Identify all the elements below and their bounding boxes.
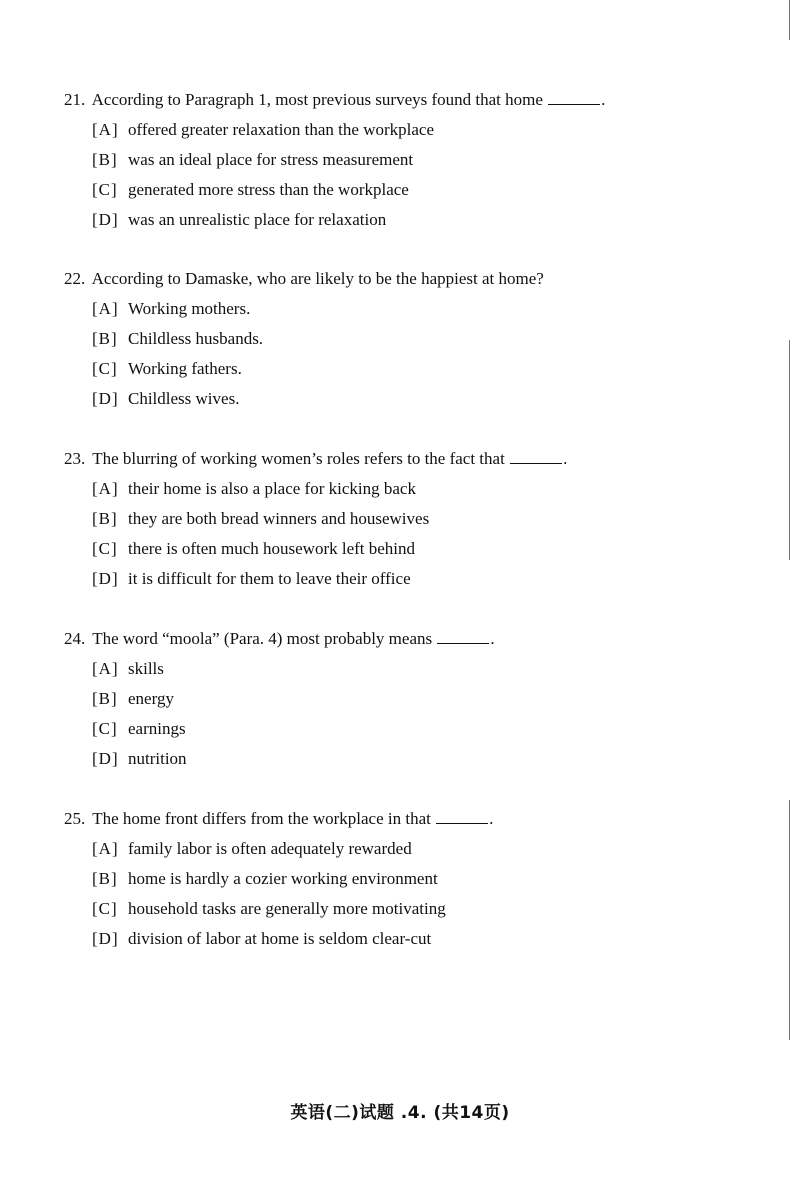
question-text-end: . bbox=[563, 449, 568, 468]
answer-blank bbox=[436, 809, 488, 824]
option-b bbox=[64, 509, 724, 539]
option-b bbox=[64, 869, 724, 899]
option-text: earnings bbox=[128, 719, 186, 738]
option-text: they are both bread winners and housewives bbox=[128, 509, 430, 528]
answer-blank bbox=[437, 629, 489, 644]
option-letter: [A] bbox=[92, 120, 119, 139]
option-letter: [B] bbox=[92, 689, 118, 708]
question-number: 23. bbox=[64, 449, 86, 468]
option-letter: [C] bbox=[92, 359, 118, 378]
option-text: home is hardly a cozier working environment bbox=[128, 869, 438, 888]
question-number: 21. bbox=[64, 90, 86, 109]
option-letter: [A] bbox=[92, 479, 119, 498]
question-stem bbox=[64, 90, 724, 120]
option-letter: [A] bbox=[92, 299, 119, 318]
question-number: 25. bbox=[64, 809, 86, 828]
option-b bbox=[64, 689, 724, 719]
option-text: it is difficult for them to leave their office bbox=[128, 569, 411, 588]
option-letter: [D] bbox=[92, 569, 119, 588]
page-footer: 英语(二)试题 .4. (共14页) bbox=[290, 1103, 510, 1123]
option-text: their home is also a place for kicking back bbox=[128, 479, 416, 498]
option-letter: [C] bbox=[92, 539, 118, 558]
option-c bbox=[64, 539, 724, 569]
option-d bbox=[64, 389, 724, 419]
option-text: Working fathers. bbox=[128, 359, 242, 378]
option-text: Working mothers. bbox=[128, 299, 251, 318]
question-text: The home front differs from the workplace in that bbox=[92, 809, 431, 828]
question-25 bbox=[64, 809, 724, 959]
option-letter: [D] bbox=[92, 749, 119, 768]
option-letter: [B] bbox=[92, 869, 118, 888]
option-text: Childless wives. bbox=[128, 389, 240, 408]
question-stem bbox=[64, 809, 724, 839]
option-letter: [B] bbox=[92, 150, 118, 169]
question-number: 24. bbox=[64, 629, 86, 648]
option-letter: [C] bbox=[92, 719, 118, 738]
option-d bbox=[64, 569, 724, 599]
option-text: nutrition bbox=[128, 749, 187, 768]
question-text-end: . bbox=[489, 809, 494, 828]
option-d bbox=[64, 210, 724, 240]
question-stem bbox=[64, 269, 724, 299]
question-21 bbox=[64, 90, 724, 240]
option-b bbox=[64, 329, 724, 359]
scan-edge-line bbox=[789, 0, 790, 40]
option-text: energy bbox=[128, 689, 174, 708]
option-a bbox=[64, 479, 724, 509]
scan-edge-line bbox=[789, 340, 790, 560]
question-text: The word “moola” (Para. 4) most probably means bbox=[92, 629, 433, 648]
option-text: was an unrealistic place for relaxation bbox=[128, 210, 387, 229]
question-23 bbox=[64, 449, 724, 599]
question-stem bbox=[64, 629, 724, 659]
option-text: there is often much housework left behind bbox=[128, 539, 416, 558]
question-24 bbox=[64, 629, 724, 779]
option-text: family labor is often adequately rewarded bbox=[128, 839, 412, 858]
option-letter: [C] bbox=[92, 899, 118, 918]
option-d bbox=[64, 929, 724, 959]
option-letter: [A] bbox=[92, 839, 119, 858]
option-letter: [B] bbox=[92, 509, 118, 528]
question-text: According to Damaske, who are likely to be the happiest at home? bbox=[91, 269, 544, 288]
question-text: The blurring of working women’s roles refers to the fact that bbox=[92, 449, 505, 468]
option-a bbox=[64, 299, 724, 329]
option-c bbox=[64, 180, 724, 210]
option-c bbox=[64, 719, 724, 749]
answer-blank bbox=[548, 90, 600, 105]
scan-edge-line bbox=[789, 800, 790, 1040]
option-text: Childless husbands. bbox=[128, 329, 264, 348]
question-text-end: . bbox=[601, 90, 606, 109]
option-c bbox=[64, 899, 724, 929]
option-letter: [D] bbox=[92, 210, 119, 229]
option-letter: [D] bbox=[92, 929, 119, 948]
question-stem bbox=[64, 449, 724, 479]
option-a bbox=[64, 659, 724, 689]
option-letter: [B] bbox=[92, 329, 118, 348]
option-text: division of labor at home is seldom clear-cut bbox=[128, 929, 432, 948]
option-c bbox=[64, 359, 724, 389]
question-number: 22. bbox=[64, 269, 86, 288]
option-b bbox=[64, 150, 724, 180]
question-text: According to Paragraph 1, most previous surveys found that home bbox=[91, 90, 543, 109]
option-text: skills bbox=[128, 659, 164, 678]
option-text: offered greater relaxation than the workplace bbox=[128, 120, 434, 139]
option-a bbox=[64, 120, 724, 150]
option-text: household tasks are generally more motivating bbox=[128, 899, 446, 918]
question-text-end: . bbox=[490, 629, 495, 648]
option-d bbox=[64, 749, 724, 779]
option-text: was an ideal place for stress measurement bbox=[128, 150, 414, 169]
question-22 bbox=[64, 269, 724, 419]
option-text: generated more stress than the workplace bbox=[128, 180, 409, 199]
option-a bbox=[64, 839, 724, 869]
option-letter: [A] bbox=[92, 659, 119, 678]
answer-blank bbox=[510, 449, 562, 464]
option-letter: [C] bbox=[92, 180, 118, 199]
option-letter: [D] bbox=[92, 389, 119, 408]
